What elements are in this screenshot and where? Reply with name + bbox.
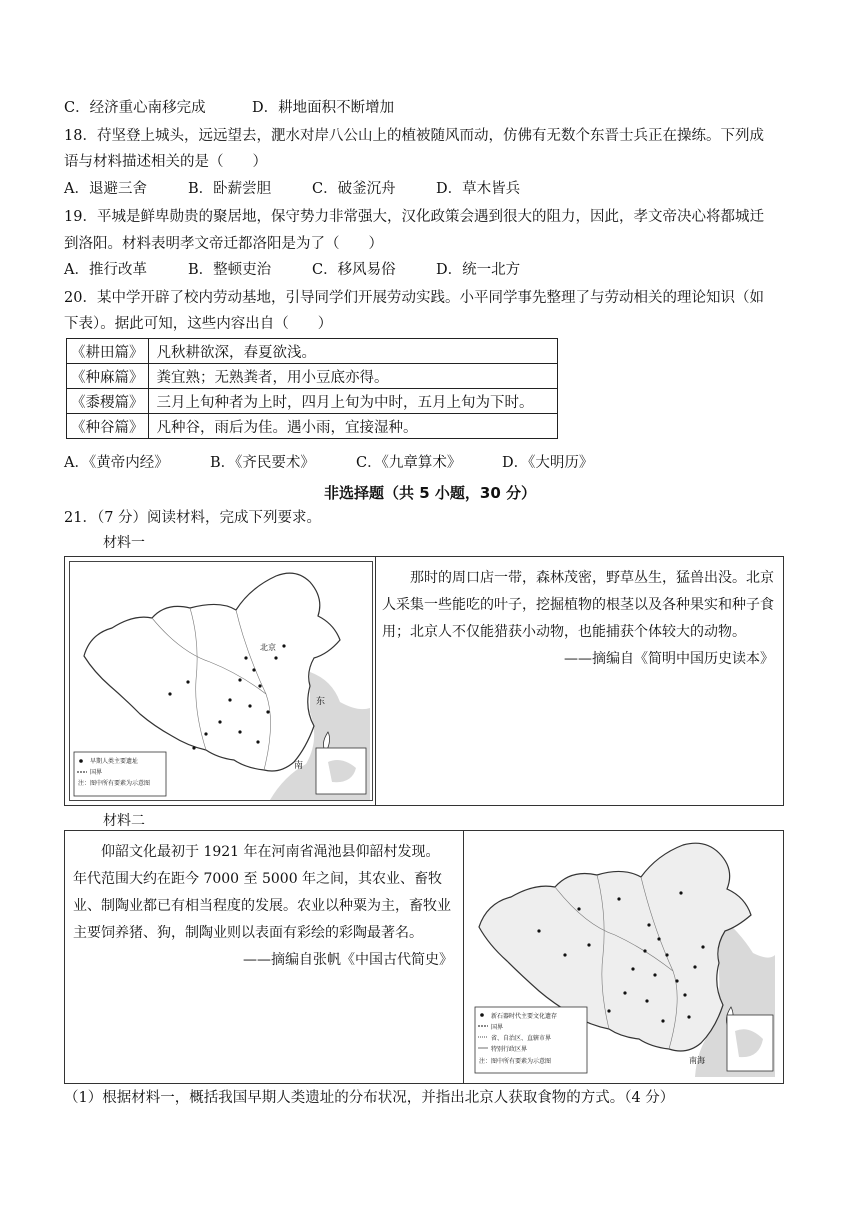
- table-row: [67, 364, 558, 389]
- material2-label: 材料二: [103, 813, 145, 829]
- table-cell-title: 《种谷篇》: [67, 414, 149, 439]
- q20-option-a: A．《黄帝内经》: [64, 455, 169, 471]
- table-row: [67, 414, 558, 439]
- q20-table: [66, 338, 558, 439]
- q19-option-b: B．整顿吏治: [188, 262, 272, 278]
- map1-label-south: 南: [294, 761, 304, 771]
- table-cell-title: 《耕田篇》: [67, 339, 149, 364]
- q19-option-a: A．推行改革: [64, 262, 147, 278]
- map1-label-beijing: 北京: [260, 643, 276, 652]
- table-row: [67, 339, 558, 364]
- q18-option-b: B．卧薪尝胆: [188, 181, 272, 197]
- material2-box: [64, 830, 784, 1084]
- q18-options: [64, 178, 520, 200]
- table-cell-title: 《黍稷篇》: [67, 389, 149, 414]
- table-cell-content: 粪宜熟；无熟粪者，用小豆底亦得。: [148, 364, 557, 389]
- table-row: [67, 389, 558, 414]
- section-title: 非选择题（共 5 小题，30 分）: [324, 484, 536, 502]
- material1-source: ——摘编自《简明中国历史读本》: [564, 651, 774, 667]
- table-cell-title: 《种麻篇》: [67, 364, 149, 389]
- table-cell-content: 凡秋耕欲深，春夏欲浅。: [148, 339, 557, 364]
- map1-legend-sites: 早期人类主要遗址: [90, 758, 139, 765]
- q17-options: [64, 97, 394, 119]
- q20-option-d: D．《大明历》: [502, 455, 594, 471]
- q18-option-c: C．破釜沉舟: [312, 181, 396, 197]
- map2-legend-sar: 特别行政区界: [491, 1046, 528, 1053]
- material1-label: 材料一: [103, 535, 145, 551]
- table-cell-content: 凡种谷，雨后为佳。遇小雨，宜接湿种。: [148, 414, 557, 439]
- material1-divider: [375, 557, 376, 805]
- material1-text: 那时的周口店一带，森林茂密，野草丛生，猛兽出没。北京人采集一些能吃的叶子，挖掘植物的根茎以及各种果实和种子食用；北京人不仅能猎获小动物，也能捕获个体较大的动物。: [382, 570, 774, 640]
- q19-option-d: D．统一北方: [436, 262, 521, 278]
- map2-legend-border: 国界: [491, 1024, 504, 1031]
- q19-option-c: C．移风易俗: [312, 262, 396, 278]
- material2-text-block: [73, 839, 453, 974]
- q19-stem-line2: 到洛阳。材料表明孝文帝迁都洛阳是为了（ ）: [64, 236, 383, 252]
- q21-intro: 21．（7 分）阅读材料，完成下列要求。: [64, 510, 322, 526]
- q19-stem-line1: 19．平城是鲜卑勋贵的聚居地，保守势力非常强大，汉化政策会遇到很大的阻力，因此，孝文帝决心将都城迁: [64, 209, 764, 225]
- map2-label-south-sea: 南海: [689, 1056, 705, 1065]
- table-cell-content: 三月上旬种者为上时，四月上旬为中时，五月上旬为下时。: [148, 389, 557, 414]
- material1-box: [64, 556, 784, 806]
- q17-option-c: C．经济重心南移完成: [64, 100, 206, 116]
- map2-legend-sites: 新石器时代主要文化遗存: [491, 1013, 558, 1020]
- map2-legend-note: 注：图中所有要素为示意图: [479, 1058, 552, 1065]
- q17-option-d: D．耕地面积不断增加: [252, 100, 395, 116]
- q20-options: [64, 452, 593, 474]
- material2-divider: [463, 831, 464, 1083]
- q20-stem-line2: 下表）。据此可知，这些内容出自（ ）: [64, 316, 333, 332]
- q20-option-b: B．《齐民要术》: [210, 455, 315, 471]
- q18-option-d: D．草木皆兵: [436, 181, 521, 197]
- q18-stem-line1: 18．苻坚登上城头，远远望去，淝水对岸八公山上的植被随风而动，仿佛有无数个东晋士兵正在操练。下列成: [64, 128, 764, 144]
- map1-legend-note: 注：图中所有要素为示意图: [78, 780, 151, 787]
- material2-source: ——摘编自张帆《中国古代简史》: [243, 952, 453, 968]
- map1-label-east: 东: [316, 697, 326, 707]
- map-early-human-sites: [69, 561, 373, 801]
- material1-text-block: [382, 565, 774, 673]
- map1-legend-border: 国界: [90, 769, 103, 776]
- q20-stem-line1: 20．某中学开辟了校内劳动基地，引导同学们开展劳动实践。小平同学事先整理了与劳动相关的理论知识（如: [64, 290, 764, 306]
- material2-text: 仰韶文化最初于 1921 年在河南省渑池县仰韶村发现。年代范围大约在距今 7000 至 5000 年之间，其农业、畜牧业、制陶业都已有相当程度的发展。农业以种粟为主，畜牧业主要饲养猪、狗，制陶业则以表面有彩绘的彩陶最著名。: [73, 844, 451, 941]
- q21-question-1: （1）根据材料一，概括我国早期人类遗址的分布状况，并指出北京人获取食物的方式。（4 分）: [64, 1090, 675, 1106]
- map-neolithic-sites: [469, 835, 777, 1077]
- q20-option-c: C．《九章算术》: [356, 455, 462, 471]
- q19-options: [64, 259, 520, 281]
- q18-stem-line2: 语与材料描述相关的是（ ）: [64, 154, 267, 170]
- map2-legend-province: 省、自治区、直辖市界: [491, 1035, 552, 1042]
- q18-option-a: A．退避三舍: [64, 181, 147, 197]
